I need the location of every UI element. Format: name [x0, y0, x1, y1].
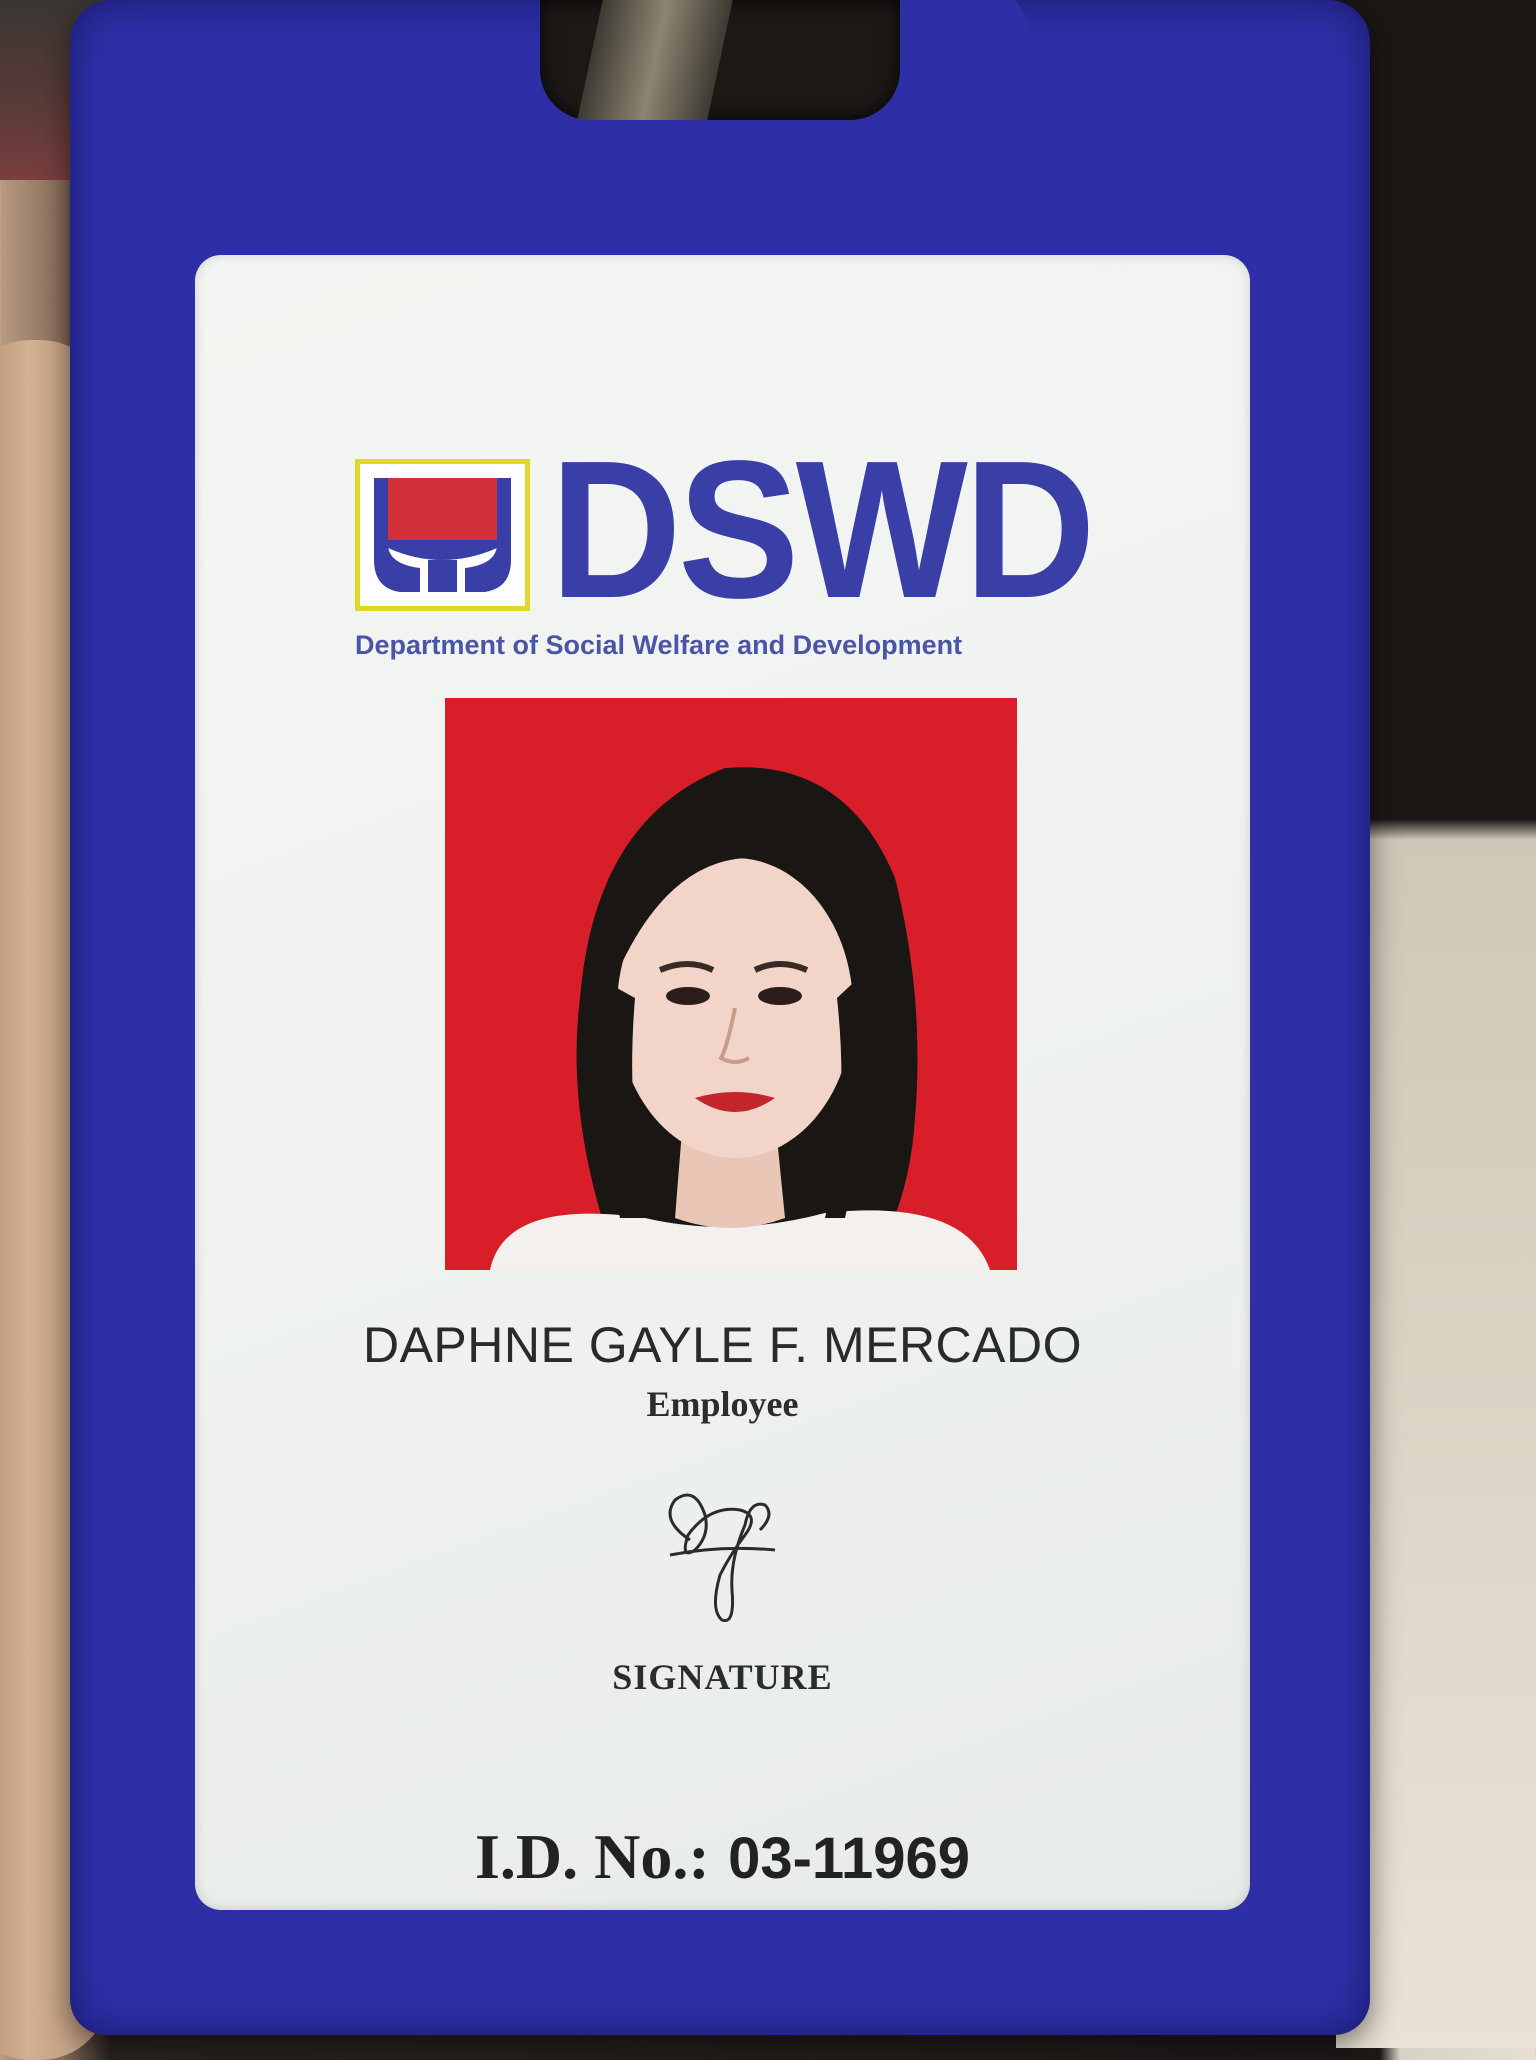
- organization-acronym: DSWD: [550, 420, 1093, 639]
- id-number-value: 03-11969: [728, 1826, 971, 1891]
- id-number-label: I.D. No.:: [474, 1821, 710, 1892]
- id-number-row: [195, 1820, 1250, 1896]
- signature-scribble: [650, 1480, 790, 1630]
- holder-position: Employee: [646, 1384, 799, 1424]
- id-card: [195, 255, 1250, 1910]
- signature-label: SIGNATURE: [612, 1657, 833, 1697]
- lanyard-strap: [577, 0, 733, 120]
- dswd-logo-icon: [355, 459, 530, 611]
- organization-name: Department of Social Welfare and Development: [355, 630, 963, 660]
- portrait-photo: [445, 698, 1017, 1270]
- holder-name: DAPHNE GAYLE F. MERCADO: [362, 1317, 1083, 1373]
